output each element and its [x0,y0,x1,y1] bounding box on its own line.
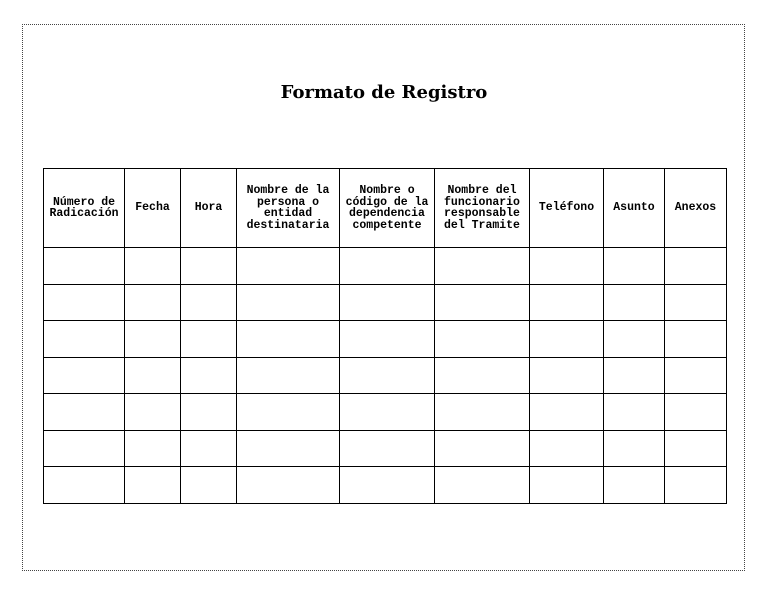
table-cell [530,248,604,285]
table-cell [340,467,435,504]
table-cell [237,248,340,285]
table-header [44,169,727,248]
table-cell [530,321,604,358]
table-cell [125,394,181,431]
table-row [44,394,727,431]
table-row [44,321,727,358]
table-cell [604,284,665,321]
header-anexos: Anexos [665,169,727,248]
table-cell [435,357,530,394]
table-cell [44,430,125,467]
table-cell [604,321,665,358]
table-row [44,430,727,467]
table-body [44,248,727,504]
table-cell [125,430,181,467]
table-cell [44,284,125,321]
table-cell [125,357,181,394]
table-cell [604,394,665,431]
table-cell [340,357,435,394]
table-cell [530,430,604,467]
table-cell [530,394,604,431]
page-title: Formato de Registro [280,82,488,103]
table-cell [181,394,237,431]
table-cell [181,430,237,467]
header-asunto: Asunto [604,169,665,248]
header-numero-radicacion: Número de Radicación [44,169,125,248]
table-cell [340,321,435,358]
table-cell [665,467,727,504]
table-cell [181,357,237,394]
table-cell [435,321,530,358]
header-dependencia: Nombre o código de la dependencia competente [340,169,435,248]
table-cell [530,467,604,504]
table-cell [604,430,665,467]
table-cell [44,321,125,358]
table-cell [530,357,604,394]
table-row [44,248,727,285]
table-cell [340,430,435,467]
table-cell [44,248,125,285]
table-cell [44,394,125,431]
registro-table [43,168,727,504]
table-cell [237,394,340,431]
table-cell [181,321,237,358]
header-telefono: Teléfono [530,169,604,248]
table-cell [665,394,727,431]
table-cell [237,321,340,358]
table-cell [530,284,604,321]
table-cell [181,284,237,321]
table-cell [604,357,665,394]
table-cell [340,394,435,431]
table-cell [340,284,435,321]
table-cell [181,467,237,504]
table-cell [665,357,727,394]
table-cell [237,467,340,504]
table-cell [665,321,727,358]
table-cell [237,357,340,394]
table-cell [181,248,237,285]
table-cell [665,284,727,321]
header-row [44,169,727,248]
table-cell [665,248,727,285]
table-cell [604,467,665,504]
table-row [44,467,727,504]
table-row [44,357,727,394]
table-row [44,284,727,321]
table-cell [125,248,181,285]
table-cell [237,430,340,467]
table-cell [604,248,665,285]
table-cell [435,467,530,504]
header-destinatario: Nombre de la persona o entidad destinataria [237,169,340,248]
table-cell [44,357,125,394]
table-cell [435,394,530,431]
header-hora: Hora [181,169,237,248]
table-cell [125,467,181,504]
table-cell [340,248,435,285]
table-cell [435,248,530,285]
table-cell [665,430,727,467]
header-fecha: Fecha [125,169,181,248]
header-funcionario: Nombre del funcionario responsable del Tramite [435,169,530,248]
table-cell [44,467,125,504]
table-cell [125,321,181,358]
table-cell [435,284,530,321]
table-cell [125,284,181,321]
table-cell [237,284,340,321]
table-cell [435,430,530,467]
